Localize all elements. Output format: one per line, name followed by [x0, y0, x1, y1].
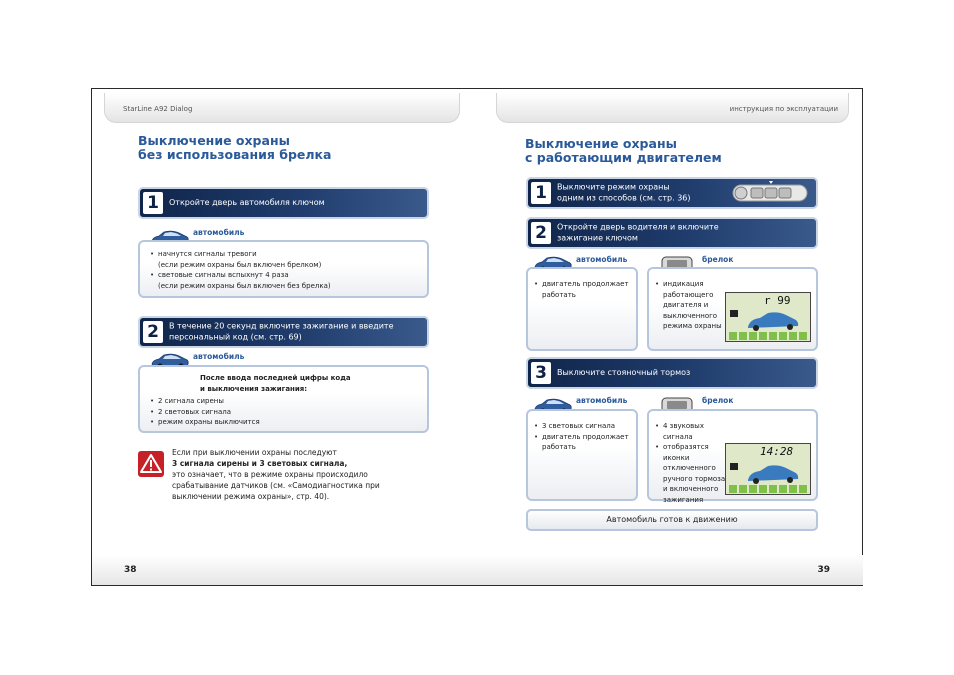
- right-page-footer: [478, 555, 863, 585]
- list-item: • 2 световых сигнала: [150, 407, 415, 418]
- fob-display: [725, 443, 811, 495]
- step-number: 3: [531, 362, 551, 384]
- header-model: StarLine A92 Dialog: [123, 105, 193, 113]
- box-label: брелок: [702, 255, 734, 264]
- step-text-line1: Выключите режим охраны: [557, 182, 670, 192]
- step-text: [557, 183, 726, 204]
- list-item: • световые сигналы вспыхнут 4 раза: [150, 270, 417, 281]
- left-title-line2: без использования брелка: [138, 147, 332, 162]
- list-item: • индикация работающего двигателя и выключенного режима охраны: [655, 279, 723, 332]
- left-step-2: [138, 316, 429, 348]
- left-title-line1: Выключение охраны: [138, 133, 290, 148]
- key-fob-icon: [732, 181, 808, 205]
- right-car-box-2: [526, 409, 638, 501]
- list-item: • 3 световых сигнала: [534, 421, 630, 432]
- box-label: автомобиль: [193, 228, 245, 237]
- display-readout: 14:28: [760, 445, 794, 458]
- list-item: • 2 сигнала сирены: [150, 396, 415, 407]
- box-intro: [150, 373, 415, 394]
- right-title-line1: Выключение охраны: [525, 136, 677, 151]
- header-manual-title: инструкция по эксплуатации: [729, 105, 838, 113]
- list-item: • двигатель продолжает работать: [534, 279, 630, 300]
- warning-text: [172, 447, 392, 502]
- step-number: 1: [531, 182, 551, 204]
- step-text-line2: зажигание ключом: [557, 233, 638, 242]
- box-label: автомобиль: [576, 255, 628, 264]
- fob-display: [725, 292, 811, 342]
- warning-line: срабатывание датчиков (см. «Самодиагностика при: [172, 481, 380, 490]
- step-text: Откройте дверь автомобиля ключом: [169, 197, 325, 207]
- box-label: брелок: [702, 396, 734, 405]
- list-item: • отобразятся иконки отключенного ручного тормоза и включенного зажигания: [655, 442, 729, 505]
- step-number: 2: [531, 222, 551, 244]
- left-page-footer: [92, 555, 478, 585]
- warning-line: выключении режима охраны», стр. 40).: [172, 492, 330, 501]
- box-intro-line2: и выключения зажигания:: [200, 384, 308, 393]
- warning-line: это означает, что в режиме охраны происходило: [172, 470, 368, 479]
- warning-line-bold: 3 сигнала сирены и 3 световых сигнала,: [172, 459, 348, 468]
- left-car-box-1: [138, 240, 429, 298]
- step-text-line2: одним из способов (см. стр. 36): [557, 193, 691, 202]
- left-page-title: [138, 134, 331, 162]
- display-car-icon: [728, 305, 810, 341]
- step-number: 1: [143, 192, 163, 214]
- box-label: автомобиль: [576, 396, 628, 405]
- list-item: • 4 звуковых сигнала: [655, 421, 729, 442]
- list-item: [150, 281, 417, 292]
- step-text: В течение 20 секунд включите зажигание и введите персональный код (см. стр. 69): [169, 321, 394, 341]
- list-item: • режим охраны выключится: [150, 417, 415, 428]
- list-item-text: (если режим охраны был включен без брелка): [158, 281, 331, 290]
- list-item-text: (если режим охраны был включен брелком): [158, 260, 322, 269]
- page-number-left: 38: [124, 565, 137, 575]
- right-step-1: [526, 177, 818, 209]
- ready-banner: Автомобиль готов к движению: [526, 509, 818, 531]
- right-car-box-1: [526, 267, 638, 351]
- box-intro-line1: После ввода последней цифры кода: [200, 374, 351, 382]
- right-step-3: [526, 357, 818, 389]
- page-number-right: 39: [817, 565, 830, 575]
- box-label: автомобиль: [193, 352, 245, 361]
- left-page-header: [104, 93, 460, 123]
- warning-icon: [138, 451, 164, 477]
- list-item: • двигатель продолжает работать: [534, 432, 630, 453]
- left-step-1: [138, 187, 429, 219]
- right-title-line2: с работающим двигателем: [525, 150, 722, 165]
- right-step-2: [526, 217, 818, 249]
- list-item: • начнутся сигналы тревоги: [150, 249, 417, 260]
- step-text: Выключите стояночный тормоз: [557, 367, 691, 377]
- warning-line: Если при выключении охраны последуют: [172, 448, 337, 457]
- display-car-icon: [728, 458, 810, 494]
- right-page-header: [496, 93, 849, 123]
- step-number: 2: [143, 321, 163, 343]
- manual-spread: [91, 88, 863, 586]
- step-text-line1: Откройте дверь водителя и включите: [557, 222, 719, 232]
- right-page-title: [525, 137, 722, 165]
- step-text: [557, 223, 810, 244]
- list-item: [150, 260, 417, 271]
- left-car-box-2: [138, 365, 429, 433]
- display-readout: r 99: [764, 294, 791, 307]
